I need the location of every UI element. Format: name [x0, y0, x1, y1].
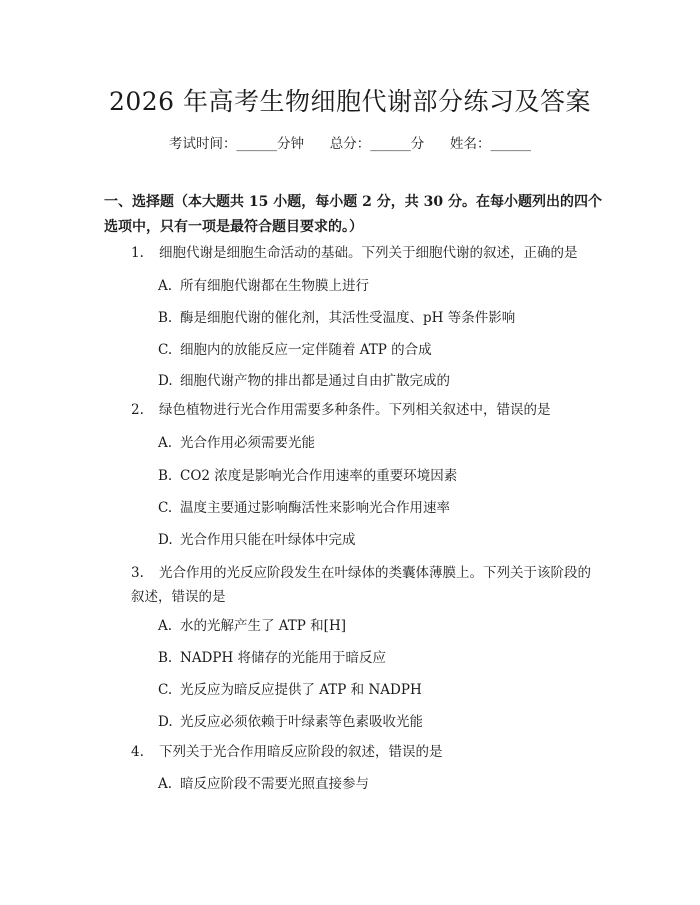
question-4-option-a: [158, 774, 369, 794]
option-label: A.: [158, 435, 173, 451]
option-text: 酶是细胞代谢的催化剂，其活性受温度、pH 等条件影响: [180, 310, 516, 326]
option-text: 暗反应阶段不需要光照直接参与: [180, 776, 369, 792]
option-text: 光反应必须依赖于叶绿素等色素吸收光能: [180, 714, 423, 730]
option-label: D.: [158, 373, 173, 389]
option-label: B.: [158, 310, 173, 326]
question-text: 细胞代谢是细胞生命活动的基础。下列关于细胞代谢的叙述，正确的是: [159, 245, 578, 261]
question-2-option-d: [158, 530, 356, 550]
question-2-option-b: [158, 466, 457, 486]
option-text: 细胞代谢产物的排出都是通过自由扩散完成的: [180, 373, 450, 389]
question-1: [131, 241, 601, 265]
question-2-option-c: [158, 498, 450, 518]
question-3-option-a: [158, 616, 346, 636]
question-1-option-a: [158, 276, 369, 296]
option-label: C.: [158, 342, 173, 358]
question-text: 下列关于光合作用暗反应阶段的叙述，错误的是: [159, 744, 443, 760]
question-text: 光合作用的光反应阶段发生在叶绿体的类囊体薄膜上。下列关于该阶段的叙述，错误的是: [131, 565, 591, 605]
question-number: 4.: [131, 744, 144, 760]
question-3-option-c: [158, 680, 422, 700]
option-label: B.: [158, 468, 173, 484]
option-label: D.: [158, 714, 173, 730]
option-text: 光合作用必须需要光能: [180, 435, 315, 451]
question-1-option-d: [158, 371, 450, 391]
option-text: 温度主要通过影响酶活性来影响光合作用速率: [180, 500, 450, 516]
question-2-option-a: [158, 433, 315, 453]
option-text: 光反应为暗反应提供了 ATP 和 NADPH: [180, 682, 422, 698]
option-label: A.: [158, 618, 173, 634]
option-label: A.: [158, 278, 173, 294]
option-text: 水的光解产生了 ATP 和[H]: [180, 618, 346, 634]
question-2: [131, 398, 601, 422]
question-1-option-c: [158, 340, 432, 360]
option-text: 所有细胞代谢都在生物膜上进行: [180, 278, 369, 294]
option-label: B.: [158, 650, 173, 666]
question-4: [131, 740, 601, 764]
option-label: D.: [158, 532, 173, 548]
option-text: NADPH 将储存的光能用于暗反应: [180, 650, 387, 666]
section-heading: 一、选择题（本大题共 15 小题，每小题 2 分，共 30 分。在每小题列出的四个选项中，只有一项是最符合题目要求的。）: [104, 194, 602, 235]
question-number: 2.: [131, 402, 144, 418]
question-number: 1.: [131, 245, 144, 261]
option-label: C.: [158, 500, 173, 516]
option-label: C.: [158, 682, 173, 698]
option-text: 细胞内的放能反应一定伴随着 ATP 的合成: [180, 342, 432, 358]
exam-meta: 考试时间：______分钟 总分：______分 姓名：______: [169, 136, 531, 152]
option-text: 光合作用只能在叶绿体中完成: [180, 532, 356, 548]
question-text: 绿色植物进行光合作用需要多种条件。下列相关叙述中，错误的是: [159, 402, 551, 418]
question-number: 3.: [131, 565, 144, 581]
question-3-option-d: [158, 712, 423, 732]
option-text: CO2 浓度是影响光合作用速率的重要环境因素: [180, 468, 458, 484]
question-3: [131, 561, 601, 609]
question-1-option-b: [158, 308, 515, 328]
option-label: A.: [158, 776, 173, 792]
question-3-option-b: [158, 648, 386, 668]
page-title: 2026 年高考生物细胞代谢部分练习及答案: [108, 87, 592, 116]
